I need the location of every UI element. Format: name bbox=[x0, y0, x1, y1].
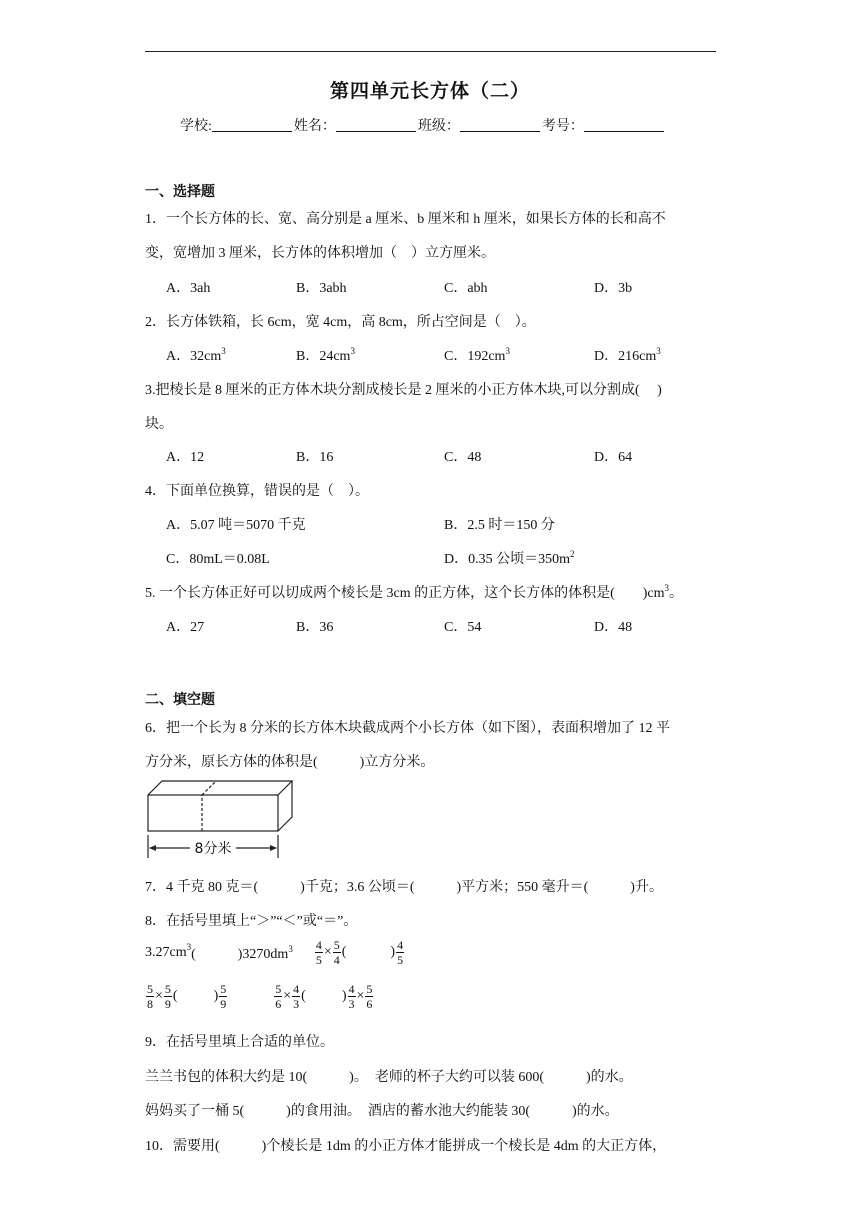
q2-option-c[interactable]: C．$192cm^3$ bbox=[444, 346, 510, 364]
q8-line1: 8．在括号里填上“＞”“＜”或“＝”。 bbox=[145, 914, 358, 929]
q1-option-a[interactable]: A．3ah bbox=[166, 281, 211, 296]
page-title: 第四单元长方体（二） bbox=[329, 80, 530, 102]
q3-line2: 块。 bbox=[145, 417, 173, 432]
q4-option-c[interactable]: C．80mL＝0.08L bbox=[166, 552, 270, 567]
q3-line1: 3.把棱长是 8 厘米的正方体木块分割成棱长是 2 厘米的小正方体木块,可以分割成( ) bbox=[145, 383, 662, 398]
q5-option-a[interactable]: A．27 bbox=[166, 620, 205, 635]
cuboid-top-face bbox=[148, 781, 292, 795]
q2-option-a[interactable]: A．$32cm^3$ bbox=[166, 346, 226, 364]
q5-option-d[interactable]: D．48 bbox=[594, 620, 633, 635]
header-rule bbox=[145, 51, 716, 52]
q8-row2: $\frac{5}{8}$ × $\frac{5}{9}$ ( ) $\frac{5}{9}$ $\frac{5}{6}$ × $\frac{4}{3}$ ( ) $\frac{4}{3}$ × $\frac{5}{6}$ bbox=[147, 982, 373, 1011]
fraction-5-4: $\frac{5}{4}$ bbox=[333, 938, 340, 967]
q10-line1: 10．需要用( )个棱长是 1dm 的小正方体才能拼成一个棱长是 4dm 的大正方体， bbox=[145, 1139, 667, 1154]
fraction-5-8: $\frac{5}{8}$ bbox=[147, 982, 153, 1011]
fraction-5-9: $\frac{5}{9}$ bbox=[164, 982, 171, 1011]
q8-row1: $3.27cm^3$( )$3270dm^3$ $\frac{4}{5}$ × $\frac{5}{4}$ ( ) $\frac{4}{5}$ bbox=[145, 938, 404, 967]
fraction-4-3-result: $\frac{4}{3}$ bbox=[348, 982, 355, 1011]
q1-option-b[interactable]: B．3abh bbox=[296, 281, 347, 296]
q4-option-d[interactable]: D．0.35 公顷$=350m^2$ bbox=[444, 549, 575, 567]
q5-option-c[interactable]: C．54 bbox=[444, 620, 482, 635]
q7-line: 7．4 千克 80 克＝( )千克；3.6 公顷＝( )平方米；550 毫升＝( )升。 bbox=[145, 880, 663, 895]
section-heading-fill: 二、填空题 bbox=[145, 692, 215, 708]
fraction-5-9-result: $\frac{5}{9}$ bbox=[220, 982, 227, 1011]
class-blank[interactable] bbox=[460, 117, 540, 132]
q2-option-b[interactable]: B．$24cm^3$ bbox=[296, 346, 355, 364]
dim-label: 8分米 bbox=[194, 841, 232, 857]
q1-option-c[interactable]: C．abh bbox=[444, 281, 488, 296]
q1-line1: 1．一个长方体的长、宽、高分别是 a 厘米、b 厘米和 h 厘米，如果长方体的长和高不 bbox=[145, 212, 666, 227]
q6-line2: 方分米，原长方体的体积是( )立方分米。 bbox=[145, 755, 435, 770]
q9-line2: 兰兰书包的体积大约是 10( )。 老师的杯子大约可以装 600( )的水。 bbox=[145, 1070, 633, 1085]
q8-a-right: ( )$3270dm^3$ bbox=[191, 943, 293, 962]
fraction-4-3: $\frac{4}{3}$ bbox=[293, 982, 300, 1011]
q9-line3: 妈妈买了一桶 5( )的食用油。 酒店的蓄水池大约能装 30( )的水。 bbox=[145, 1104, 619, 1119]
dim-arrow-right bbox=[270, 845, 277, 851]
fraction-4-5: $\frac{4}{5}$ bbox=[315, 938, 322, 967]
fraction-5-6-result: $\frac{5}{6}$ bbox=[366, 982, 373, 1011]
q3-option-a[interactable]: A．12 bbox=[166, 450, 205, 465]
q4-option-a[interactable]: A．5.07 吨＝5070 千克 bbox=[166, 518, 306, 533]
q3-option-d[interactable]: D．64 bbox=[594, 450, 633, 465]
class-label: 班级： bbox=[417, 119, 460, 134]
q3-option-c[interactable]: C．48 bbox=[444, 450, 482, 465]
q6-line1: 6．把一个长为 8 分米的长方体木块截成两个小长方体（如下图），表面积增加了 12 平 bbox=[145, 721, 670, 736]
q5-line1: 5. 一个长方体正好可以切成两个棱长是 3cm 的正方体，这个长方体的体积是( )$cm^3$。 bbox=[145, 583, 684, 601]
dim-arrow-left bbox=[149, 845, 156, 851]
student-info-line bbox=[180, 115, 666, 135]
q8-a-left: $3.27cm^3$ bbox=[145, 941, 192, 960]
q1-line2: 变，宽增加 3 厘米，长方体的体积增加（ ）立方厘米。 bbox=[145, 246, 495, 261]
name-blank[interactable] bbox=[336, 117, 416, 132]
name-label: 姓名： bbox=[293, 119, 336, 134]
cuboid-front-face bbox=[148, 795, 278, 831]
fraction-5-6: $\frac{5}{6}$ bbox=[275, 982, 282, 1011]
q5-option-b[interactable]: B．36 bbox=[296, 620, 334, 635]
school-label: 学校: bbox=[180, 119, 212, 134]
q4-option-b[interactable]: B．2.5 时＝150 分 bbox=[444, 518, 555, 533]
q3-option-b[interactable]: B．16 bbox=[296, 450, 334, 465]
school-blank[interactable] bbox=[212, 117, 292, 132]
section-heading-choice: 一、选择题 bbox=[145, 184, 215, 200]
q9-line1: 9．在括号里填上合适的单位。 bbox=[145, 1035, 334, 1050]
q1-option-d[interactable]: D．3b bbox=[594, 281, 633, 296]
fraction-4-5-result: $\frac{4}{5}$ bbox=[397, 938, 404, 967]
number-blank[interactable] bbox=[584, 117, 664, 132]
number-label: 考号： bbox=[541, 119, 584, 134]
q2-option-d[interactable]: D．$216cm^3$ bbox=[594, 346, 661, 364]
cuboid-figure bbox=[140, 778, 300, 864]
q2-line1: 2．长方体铁箱，长 6cm，宽 4cm，高 8cm，所占空间是（ ）。 bbox=[145, 315, 536, 330]
q4-line1: 4．下面单位换算，错误的是（ ）。 bbox=[145, 484, 369, 499]
cut-line-top bbox=[202, 781, 216, 795]
